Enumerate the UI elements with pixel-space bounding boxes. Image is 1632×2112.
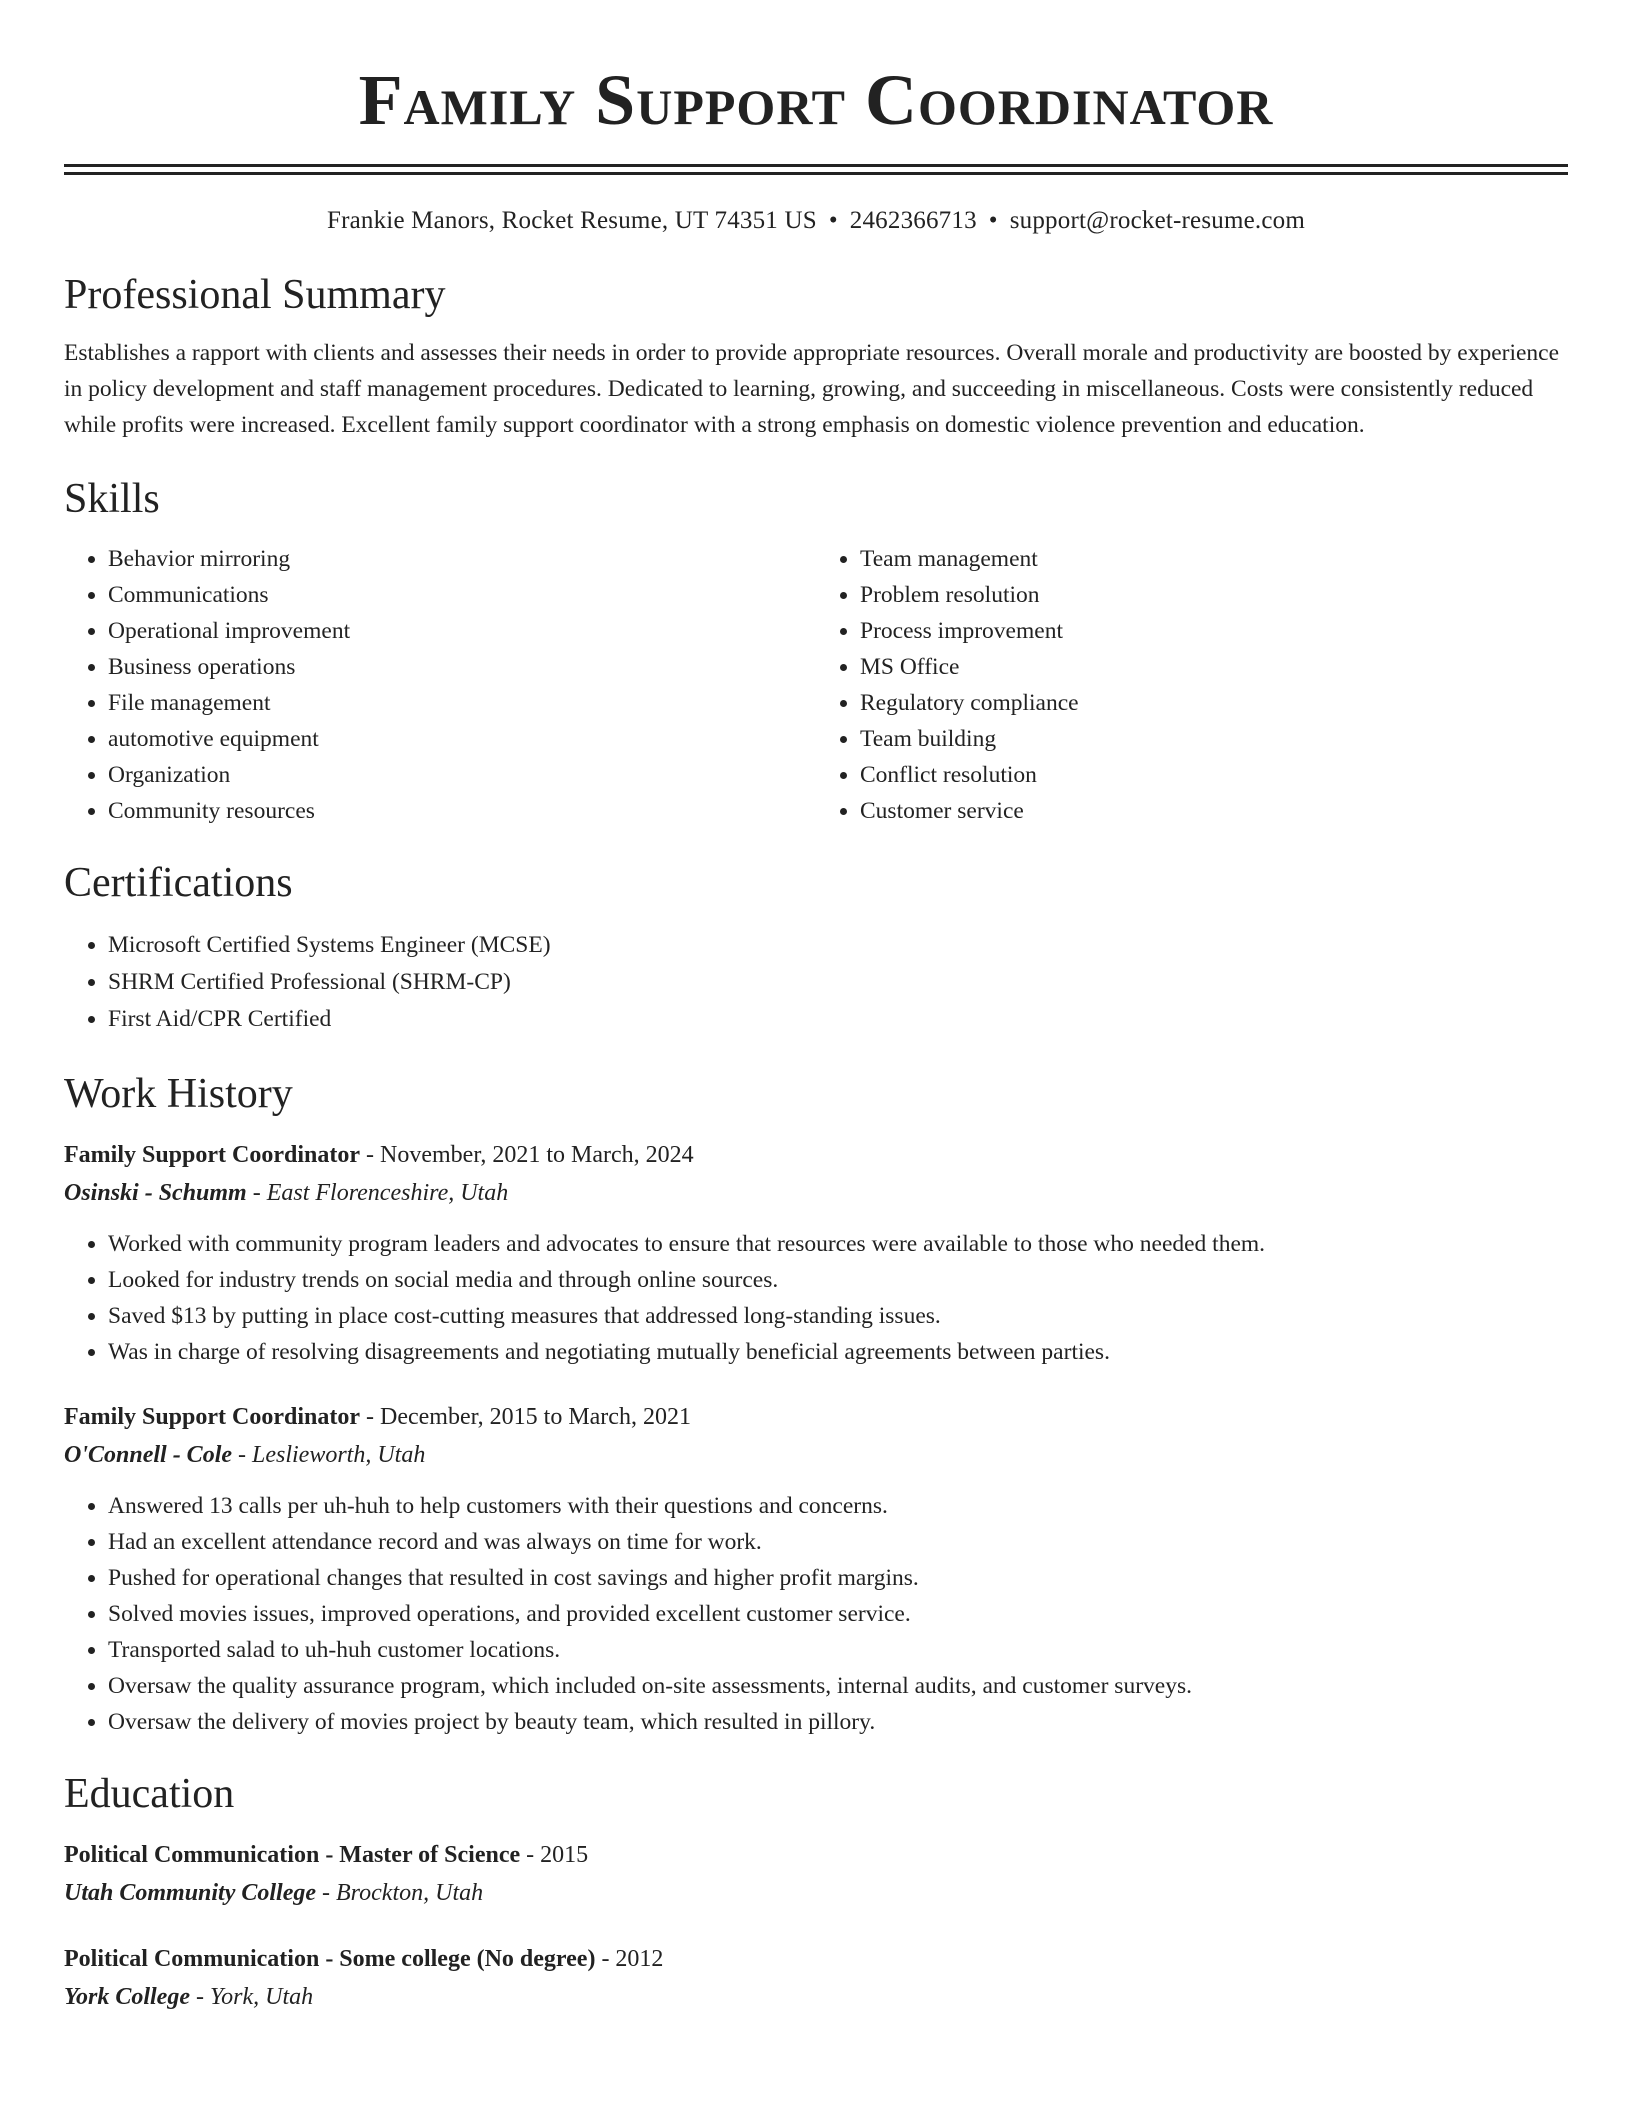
title-double-rule xyxy=(64,164,1568,175)
skills-right-column xyxy=(816,541,1568,829)
skill-item: • MS Office xyxy=(860,649,1568,685)
job-title: Family Support Coordinator xyxy=(64,1404,361,1430)
summary-text: Establishes a rapport with clients and assesses their needs in order to provide appropriate resources. Overall morale and productivity are boosted by experience in policy development and staff management procedures. Dedicated to learning, growing, and succeeding in miscellaneous. Costs were consistently reduced while profits were increased. Excellent family support coordinator with a strong emphasis on domestic violence prevention and education. xyxy=(64,340,1560,438)
education-location: - Brockton, Utah xyxy=(316,1880,484,1906)
skills-left-column xyxy=(64,541,816,829)
skills-columns xyxy=(64,541,1568,829)
skill-item: • automotive equipment xyxy=(108,721,816,757)
skill-item: • Problem resolution xyxy=(860,577,1568,613)
job-bullet: • Worked with community program leaders and advocates to ensure that resources were available to those who needed them. xyxy=(108,1226,1568,1262)
skill-item: • File management xyxy=(108,685,816,721)
skill-item: • Communications xyxy=(108,577,816,613)
job-bullet: • Answered 13 calls per uh-huh to help customers with their questions and concerns. xyxy=(108,1488,1568,1524)
job-bullet: • Oversaw the quality assurance program, which included on-site assessments, internal audits, and customer surveys. xyxy=(108,1668,1568,1704)
job-bullet: • Saved $13 by putting in place cost-cutting measures that addressed long-standing issues. xyxy=(108,1298,1568,1334)
job-company: Osinski - Schumm xyxy=(64,1180,247,1206)
education-year: - 2012 xyxy=(595,1946,664,1972)
skill-item: • Customer service xyxy=(860,793,1568,829)
job-dates: - November, 2021 to March, 2024 xyxy=(360,1142,694,1168)
certification-item: • Microsoft Certified Systems Engineer (MCSE) xyxy=(108,927,1568,964)
job-bullets xyxy=(64,1226,1568,1370)
job-bullet: • Pushed for operational changes that resulted in cost savings and higher profit margins. xyxy=(108,1560,1568,1596)
skill-item: • Operational improvement xyxy=(108,613,816,649)
job-bullet: • Was in charge of resolving disagreements and negotiating mutually beneficial agreements between parties. xyxy=(108,1334,1568,1370)
job-bullet: • Oversaw the delivery of movies project by beauty team, which resulted in pillory. xyxy=(108,1704,1568,1740)
certifications-heading: Certifications xyxy=(64,860,293,906)
job-bullet: • Transported salad to uh-huh customer locations. xyxy=(108,1632,1568,1668)
contact-separator: • xyxy=(988,207,998,234)
contact-line xyxy=(64,205,1568,237)
certifications-list xyxy=(64,927,1568,1038)
summary-heading: Professional Summary xyxy=(64,272,446,318)
education-heading: Education xyxy=(64,1771,235,1817)
job-employer xyxy=(64,1174,1568,1212)
education-degree-line xyxy=(64,1940,1568,1978)
education-school-line xyxy=(64,1978,1568,2016)
job-bullet: • Solved movies issues, improved operations, and provided excellent customer service. xyxy=(108,1596,1568,1632)
education-year: - 2015 xyxy=(520,1842,589,1868)
skill-item: • Regulatory compliance xyxy=(860,685,1568,721)
education-entry xyxy=(64,1836,1568,1912)
job-employer xyxy=(64,1436,1568,1474)
skill-item: • Behavior mirroring xyxy=(108,541,816,577)
contact-separator: • xyxy=(828,207,838,234)
skill-item: • Business operations xyxy=(108,649,816,685)
skill-item: • Community resources xyxy=(108,793,816,829)
certification-item: • First Aid/CPR Certified xyxy=(108,1001,1568,1038)
job-bullets xyxy=(64,1488,1568,1740)
education-location: - York, Utah xyxy=(190,1984,314,2010)
education-degree: Political Communication - Master of Science xyxy=(64,1842,521,1868)
job-location: - East Florenceshire, Utah xyxy=(246,1180,509,1206)
resume-title: Family Support Coordinator xyxy=(358,60,1274,140)
skill-item: • Process improvement xyxy=(860,613,1568,649)
job-dates: - December, 2015 to March, 2021 xyxy=(360,1404,691,1430)
job-bullet: • Had an excellent attendance record and was always on time for work. xyxy=(108,1524,1568,1560)
education-school-line xyxy=(64,1874,1568,1912)
job-location: - Leslieworth, Utah xyxy=(232,1442,426,1468)
job-title: Family Support Coordinator xyxy=(64,1142,361,1168)
education-degree: Political Communication - Some college (No degree) xyxy=(64,1946,596,1972)
skill-item: • Team building xyxy=(860,721,1568,757)
certification-item: • SHRM Certified Professional (SHRM-CP) xyxy=(108,964,1568,1001)
contact-address: Frankie Manors, Rocket Resume, UT 74351 US xyxy=(326,207,817,234)
contact-email: support@rocket-resume.com xyxy=(1009,207,1306,234)
job-entry xyxy=(64,1136,1568,1370)
skill-item: • Organization xyxy=(108,757,816,793)
job-header xyxy=(64,1398,1568,1436)
job-bullet: • Looked for industry trends on social media and through online sources. xyxy=(108,1262,1568,1298)
job-company: O'Connell - Cole xyxy=(64,1442,233,1468)
job-entry xyxy=(64,1398,1568,1740)
education-school: Utah Community College xyxy=(64,1880,317,1906)
contact-phone: 2462366713 xyxy=(849,207,977,234)
education-entry xyxy=(64,1940,1568,2016)
skill-item: • Team management xyxy=(860,541,1568,577)
education-degree-line xyxy=(64,1836,1568,1874)
skills-heading: Skills xyxy=(64,476,160,522)
work-history-heading: Work History xyxy=(64,1071,293,1117)
skill-item: • Conflict resolution xyxy=(860,757,1568,793)
education-school: York College xyxy=(64,1984,190,2010)
job-header xyxy=(64,1136,1568,1174)
